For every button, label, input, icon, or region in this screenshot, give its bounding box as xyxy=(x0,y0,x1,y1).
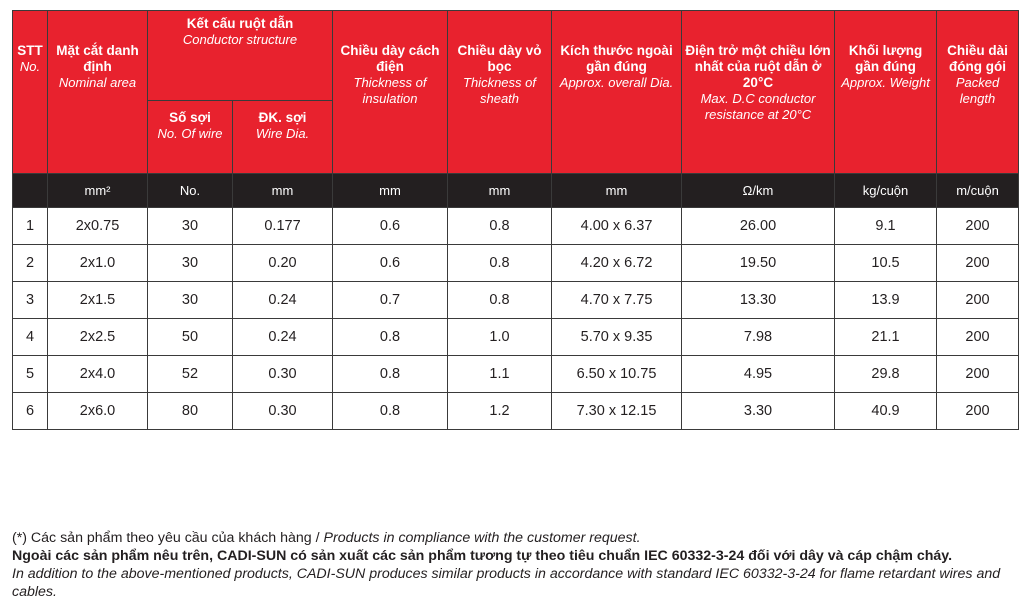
table-cell: 2x0.75 xyxy=(48,208,148,245)
table-cell: 1.1 xyxy=(448,356,552,393)
unit-cell: kg/cuộn xyxy=(835,174,937,208)
table-cell: 0.30 xyxy=(233,356,333,393)
table-cell: 4.20 x 6.72 xyxy=(552,245,682,282)
unit-cell: Ω/km xyxy=(682,174,835,208)
table-cell: 4.95 xyxy=(682,356,835,393)
table-cell: 200 xyxy=(937,245,1019,282)
header-overall-dia-en: Approx. overall Dia. xyxy=(559,75,674,90)
header-sheath-vi: Chiều dày vỏ bọc xyxy=(457,43,542,74)
table-row xyxy=(13,282,1019,319)
table-cell: 10.5 xyxy=(835,245,937,282)
unit-cell: mm xyxy=(448,174,552,208)
header-stt-en: No. xyxy=(19,59,41,74)
header-no-of-wire-en: No. Of wire xyxy=(157,126,223,141)
table-cell: 4.00 x 6.37 xyxy=(552,208,682,245)
table-cell: 13.30 xyxy=(682,282,835,319)
table-cell: 0.7 xyxy=(333,282,448,319)
table-cell: 200 xyxy=(937,393,1019,430)
header-wire-dia-vi: ĐK. sợi xyxy=(258,110,307,125)
header-wire-dia xyxy=(233,101,333,174)
table-cell: 40.9 xyxy=(835,393,937,430)
table-cell: 4 xyxy=(13,319,48,356)
table-cell: 0.8 xyxy=(333,356,448,393)
table-cell: 200 xyxy=(937,208,1019,245)
header-insulation-en: Thickness of insulation xyxy=(353,75,427,106)
header-packed-length-vi: Chiều dài đóng gói xyxy=(947,43,1008,74)
units-row xyxy=(13,174,1019,208)
table-cell: 2x2.5 xyxy=(48,319,148,356)
table-row xyxy=(13,393,1019,430)
unit-cell: mm xyxy=(333,174,448,208)
table-cell: 50 xyxy=(148,319,233,356)
table-cell: 0.24 xyxy=(233,282,333,319)
header-insulation-thickness xyxy=(333,11,448,174)
footnote-vi: (*) Các sản phẩm theo yêu cầu của khách hàng / xyxy=(12,530,324,546)
header-conductor-structure-en: Conductor structure xyxy=(182,32,298,47)
table-cell: 13.9 xyxy=(835,282,937,319)
unit-cell xyxy=(13,174,48,208)
header-dc-resistance-en: Max. D.C conductor resistance at 20°C xyxy=(700,91,816,122)
table-row xyxy=(13,245,1019,282)
header-row xyxy=(13,11,1019,101)
unit-cell: mm xyxy=(552,174,682,208)
table-cell: 19.50 xyxy=(682,245,835,282)
header-conductor-structure-vi: Kết cấu ruột dẫn xyxy=(186,16,294,31)
table-cell: 1.2 xyxy=(448,393,552,430)
table-cell: 0.8 xyxy=(333,393,448,430)
table-cell: 21.1 xyxy=(835,319,937,356)
footnote-iec-vi: Ngoài các sản phẩm nêu trên, CADI-SUN có sản xuất các sản phẩm tương tự theo tiêu chuẩn IEC 60332-3-24 đối với dây và cáp chậm cháy. xyxy=(12,548,953,564)
header-no-of-wire xyxy=(148,101,233,174)
table-cell: 0.8 xyxy=(448,208,552,245)
table-cell: 7.30 x 12.15 xyxy=(552,393,682,430)
footnote-customer-request xyxy=(12,529,1018,547)
table-cell: 200 xyxy=(937,282,1019,319)
table-cell: 3 xyxy=(13,282,48,319)
header-stt-vi: STT xyxy=(17,43,43,58)
header-dc-resistance xyxy=(682,11,835,174)
table-cell: 29.8 xyxy=(835,356,937,393)
table-cell: 7.98 xyxy=(682,319,835,356)
header-insulation-vi: Chiều dày cách điện xyxy=(340,43,440,74)
unit-cell: mm² xyxy=(48,174,148,208)
table-row xyxy=(13,356,1019,393)
table-cell: 9.1 xyxy=(835,208,937,245)
table-cell: 2x6.0 xyxy=(48,393,148,430)
table-cell: 0.24 xyxy=(233,319,333,356)
footnote-iec-en: In addition to the above-mentioned products, CADI-SUN produces similar products in accordance with standard IEC 60332-3-24 for flame retardant wires and cables. xyxy=(12,566,1001,600)
header-weight xyxy=(835,11,937,174)
table-cell: 6 xyxy=(13,393,48,430)
table-cell: 26.00 xyxy=(682,208,835,245)
table-cell: 30 xyxy=(148,208,233,245)
table-cell: 2x1.0 xyxy=(48,245,148,282)
header-packed-length xyxy=(937,11,1019,174)
header-sheath-thickness xyxy=(448,11,552,174)
footnote-en: Products in compliance with the customer request. xyxy=(323,530,641,546)
table-row xyxy=(13,319,1019,356)
table-cell: 200 xyxy=(937,356,1019,393)
table-cell: 2x4.0 xyxy=(48,356,148,393)
table-cell: 0.8 xyxy=(448,245,552,282)
header-wire-dia-en: Wire Dia. xyxy=(255,126,310,141)
table-cell: 2x1.5 xyxy=(48,282,148,319)
header-overall-dia-vi: Kích thước ngoài gần đúng xyxy=(560,43,673,74)
table-cell: 6.50 x 10.75 xyxy=(552,356,682,393)
header-weight-en: Approx. Weight xyxy=(841,75,930,90)
table-cell: 0.6 xyxy=(333,208,448,245)
header-stt xyxy=(13,11,48,174)
unit-cell: m/cuộn xyxy=(937,174,1019,208)
table-row xyxy=(13,208,1019,245)
header-conductor-structure xyxy=(148,11,333,101)
header-packed-length-en: Packed length xyxy=(955,75,1000,106)
table-cell: 52 xyxy=(148,356,233,393)
header-sheath-en: Thickness of sheath xyxy=(463,75,536,106)
table-cell: 3.30 xyxy=(682,393,835,430)
header-nominal-area-vi: Mặt cắt danh định xyxy=(56,43,139,74)
table-cell: 2 xyxy=(13,245,48,282)
header-no-of-wire-vi: Số sợi xyxy=(169,110,211,125)
header-dc-resistance-vi: Điện trở một chiều lớn nhất của ruột dẫn ở 20°C xyxy=(685,43,831,90)
table-cell: 0.177 xyxy=(233,208,333,245)
table-cell: 0.20 xyxy=(233,245,333,282)
table-cell: 0.8 xyxy=(333,319,448,356)
table-cell: 200 xyxy=(937,319,1019,356)
table-cell: 30 xyxy=(148,245,233,282)
unit-cell: No. xyxy=(148,174,233,208)
header-nominal-area xyxy=(48,11,148,174)
table-cell: 30 xyxy=(148,282,233,319)
table-cell: 1.0 xyxy=(448,319,552,356)
header-weight-vi: Khối lượng gần đúng xyxy=(848,43,923,74)
table-cell: 5 xyxy=(13,356,48,393)
table-cell: 0.30 xyxy=(233,393,333,430)
table-cell: 5.70 x 9.35 xyxy=(552,319,682,356)
table-cell: 1 xyxy=(13,208,48,245)
table-cell: 80 xyxy=(148,393,233,430)
spec-table xyxy=(12,10,1019,430)
header-overall-dia xyxy=(552,11,682,174)
table-cell: 0.8 xyxy=(448,282,552,319)
header-nominal-area-en: Nominal area xyxy=(58,75,137,90)
table-cell: 0.6 xyxy=(333,245,448,282)
table-cell: 4.70 x 7.75 xyxy=(552,282,682,319)
unit-cell: mm xyxy=(233,174,333,208)
